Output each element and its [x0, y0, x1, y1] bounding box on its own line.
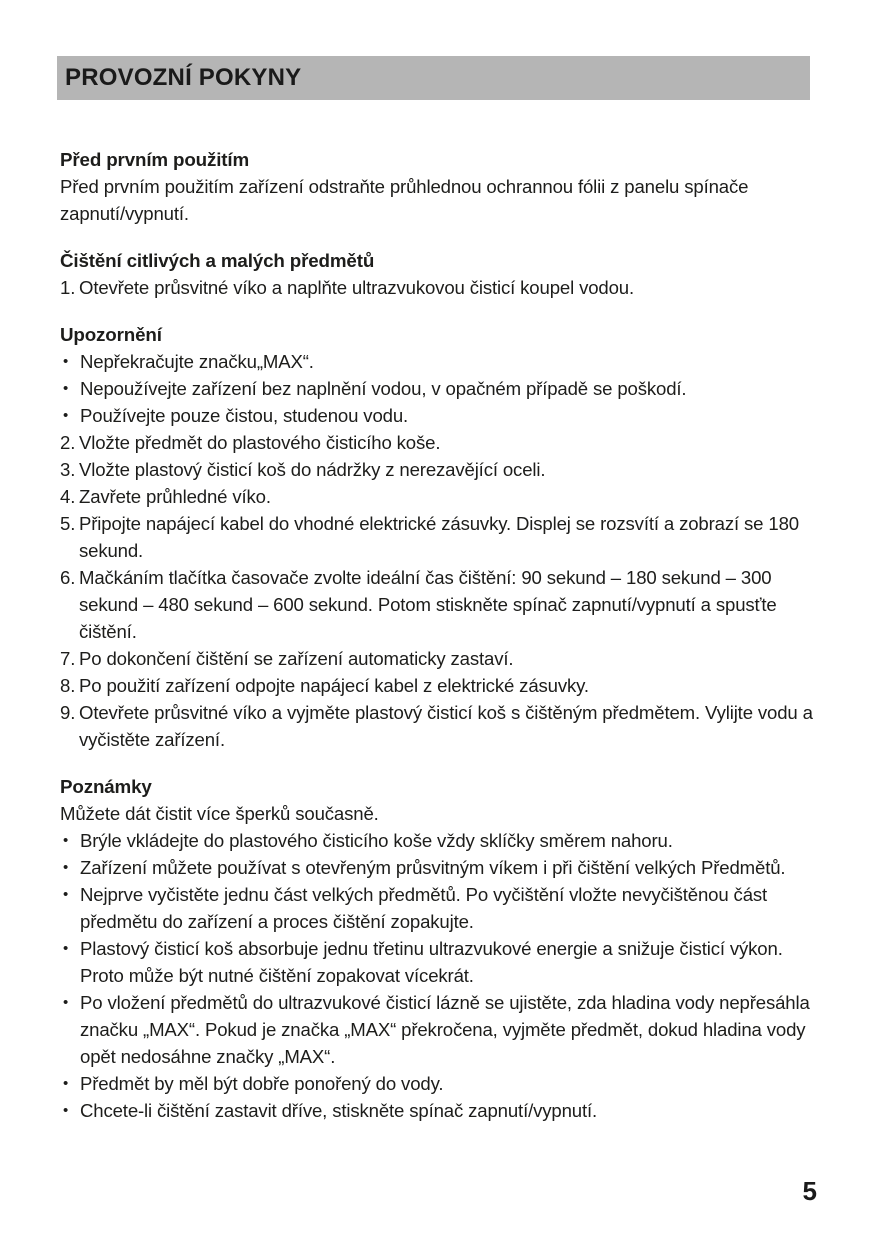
bullet-list-item — [60, 402, 815, 429]
bullet-icon: • — [63, 994, 69, 1011]
list-item-text: Otevřete průsvitné víko a vyjměte plastový čisticí koš s čištěným předmětem. Vylijte vodu a vyčistěte zařízení. — [79, 702, 813, 750]
numbered-list-item — [60, 699, 815, 753]
list-item-text: Předmět by měl být dobře ponořený do vody. — [80, 1073, 444, 1094]
numbered-list-item — [60, 672, 815, 699]
list-number: 2. — [60, 432, 76, 453]
bullet-icon: • — [63, 380, 69, 397]
list-item-text: Zavřete průhledné víko. — [79, 486, 271, 507]
list-item-text: Plastový čisticí koš absorbuje jednu třetinu ultrazvukové energie a snižuje čisticí výkon. Proto může být nutné čištění zopakovat vícekrát. — [80, 938, 783, 986]
bullet-icon: • — [63, 832, 69, 849]
bullet-list-item — [60, 1070, 815, 1097]
numbered-list-item — [60, 483, 815, 510]
list-number: 4. — [60, 486, 76, 507]
bullet-list-item — [60, 1097, 815, 1124]
bullet-icon: • — [63, 1075, 69, 1092]
paragraph: Před prvním použitím zařízení odstraňte průhlednou ochrannou fólii z panelu spínače zapnutí/vypnutí. — [60, 176, 749, 224]
section-heading: Čištění citlivých a malých předmětů — [60, 250, 375, 271]
list-item-text: Nepřekračujte značku„MAX“. — [80, 351, 314, 372]
bullet-icon: • — [63, 353, 69, 370]
section-header-bar — [57, 56, 810, 100]
bullet-icon: • — [63, 940, 69, 957]
list-item-text: Připojte napájecí kabel do vhodné elektrické zásuvky. Displej se rozsvítí a zobrazí se 180 sekund. — [79, 513, 799, 561]
section-heading: Upozornění — [60, 324, 162, 345]
list-number: 3. — [60, 459, 76, 480]
list-item-text: Vložte předmět do plastového čisticího koše. — [79, 432, 441, 453]
numbered-list-item — [60, 510, 815, 564]
bullet-list-item — [60, 881, 815, 935]
page-number: 5 — [802, 1176, 817, 1206]
section-heading: Poznámky — [60, 776, 152, 797]
numbered-list-item — [60, 429, 815, 456]
list-item-text: Nepoužívejte zařízení bez naplnění vodou, v opačném případě se poškodí. — [80, 378, 687, 399]
numbered-list-item — [60, 564, 815, 645]
bullet-icon: • — [63, 1102, 69, 1119]
section-heading: Před prvním použitím — [60, 149, 250, 170]
list-item-text: Zařízení můžete používat s otevřeným průsvitným víkem i při čištění velkých Předmětů. — [80, 857, 786, 878]
bullet-list-item — [60, 827, 815, 854]
page-title: PROVOZNÍ POKYNY — [65, 64, 302, 91]
list-item-text: Po použití zařízení odpojte napájecí kabel z elektrické zásuvky. — [79, 675, 589, 696]
list-number: 7. — [60, 648, 76, 669]
bullet-list-item — [60, 348, 815, 375]
bullet-icon: • — [63, 886, 69, 903]
numbered-list-item — [60, 645, 815, 672]
bullet-icon: • — [63, 859, 69, 876]
list-item-text: Po vložení předmětů do ultrazvukové čisticí lázně se ujistěte, zda hladina vody nepřesáhla značku „MAX“. Pokud je značka „MAX“ překročena, vyjměte předmět, dokud hladina vody opět nedosáhne značky „MAX“. — [80, 992, 810, 1067]
paragraph: Můžete dát čistit více šperků současně. — [60, 803, 379, 824]
bullet-list-item — [60, 935, 815, 989]
list-number: 9. — [60, 702, 76, 723]
document-body — [60, 146, 815, 1124]
bullet-list-item — [60, 989, 815, 1070]
bullet-list-item — [60, 375, 815, 402]
list-item-text: Brýle vkládejte do plastového čisticího koše vždy sklíčky směrem nahoru. — [80, 830, 673, 851]
list-item-text: Otevřete průsvitné víko a naplňte ultrazvukovou čisticí koupel vodou. — [79, 277, 634, 298]
list-number: 1. — [60, 277, 76, 298]
list-item-text: Po dokončení čištění se zařízení automaticky zastaví. — [79, 648, 514, 669]
list-number: 8. — [60, 675, 76, 696]
numbered-list-item — [60, 456, 815, 483]
bullet-icon: • — [63, 407, 69, 424]
list-item-text: Nejprve vyčistěte jednu část velkých předmětů. Po vyčištění vložte nevyčištěnou část předmětu do zařízení a proces čištění zopakujte. — [80, 884, 768, 932]
list-item-text: Chcete-li čištění zastavit dříve, stiskněte spínač zapnutí/vypnutí. — [80, 1100, 598, 1121]
list-item-text: Vložte plastový čisticí koš do nádržky z nerezavějící oceli. — [79, 459, 546, 480]
list-number: 6. — [60, 567, 76, 588]
numbered-list-item — [60, 274, 815, 301]
list-number: 5. — [60, 513, 76, 534]
list-item-text: Používejte pouze čistou, studenou vodu. — [80, 405, 409, 426]
bullet-list-item — [60, 854, 815, 881]
list-item-text: Mačkáním tlačítka časovače zvolte ideální čas čištění: 90 sekund – 180 sekund – 300 sekund – 480 sekund – 600 sekund. Potom stiskněte spínač zapnutí/vypnutí a spusťte čištění. — [79, 567, 777, 642]
